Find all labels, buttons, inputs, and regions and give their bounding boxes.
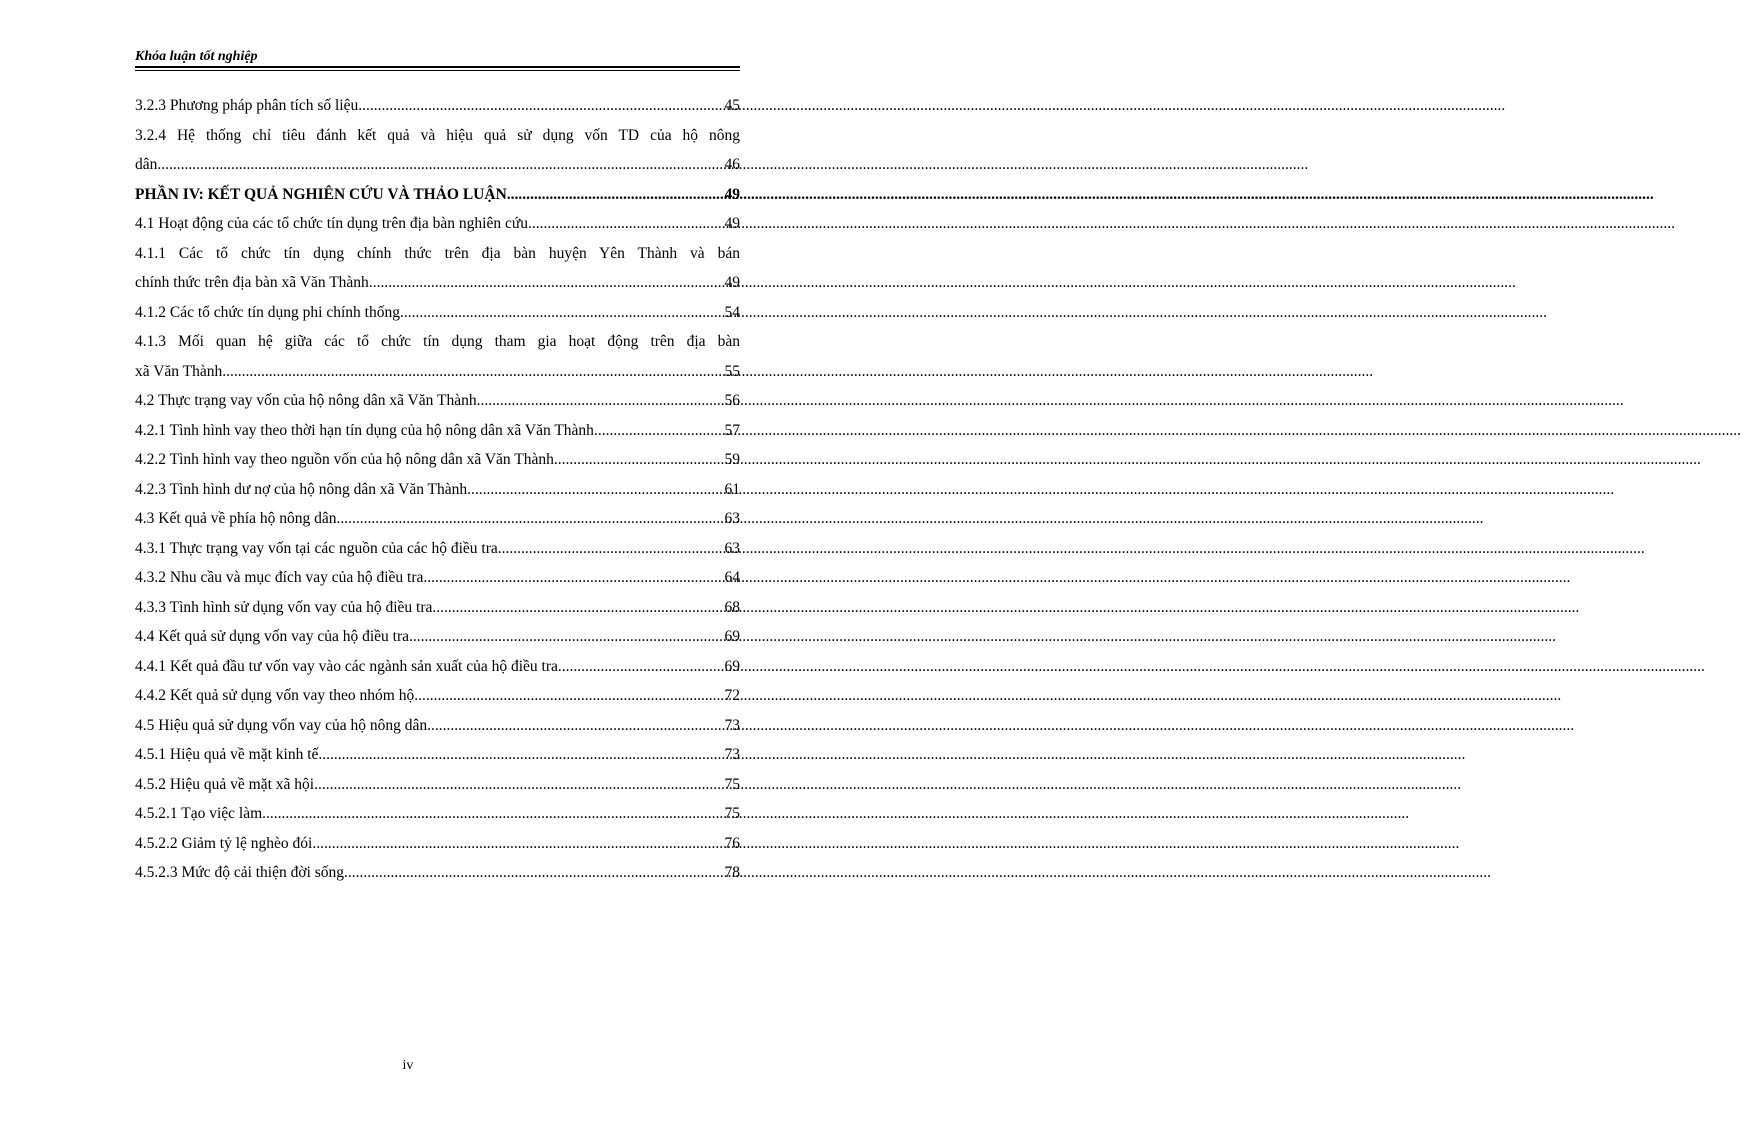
toc-entry-title: 4.3.3 Tình hình sử dụng vốn vay của hộ điều tra — [135, 598, 433, 616]
page-header — [135, 49, 740, 65]
toc-entry-first-line: 4.1.3 Mối quan hệ giữa các tổ chức tín dụng tham gia hoạt động trên địa bàn — [135, 333, 740, 350]
toc-page-number: 69 — [724, 657, 740, 675]
toc-leader-dots — [312, 829, 724, 859]
toc-entry-title: 4.3.2 Nhu cầu và mục đích vay của hộ điều tra — [135, 569, 424, 586]
toc-leader-dots — [369, 268, 725, 298]
toc-entry-line — [135, 681, 740, 711]
toc-entry-line — [135, 268, 740, 298]
toc-page-number: 78 — [724, 864, 740, 881]
toc-leader-dots — [594, 416, 725, 446]
toc-entry-line — [135, 534, 740, 564]
toc-page-number: 69 — [724, 628, 740, 645]
toc-page-number: 73 — [724, 746, 740, 763]
toc-entry[interactable] — [135, 681, 740, 711]
toc-entry-title: 4.5.1 Hiệu quả về mặt kinh tế — [135, 746, 319, 763]
toc-entry-title: 4.5 Hiệu quả sử dụng vốn vay của hộ nông dân — [135, 716, 428, 734]
toc-leader-dots — [432, 593, 724, 623]
toc-entry[interactable] — [135, 770, 740, 800]
toc-entry-line — [135, 563, 740, 593]
toc-entry-title: 4.5.2.2 Giảm tỷ lệ nghèo đói — [135, 834, 313, 852]
toc-leader-dots — [427, 711, 724, 741]
toc-entry[interactable] — [135, 740, 740, 770]
toc-page-number: 57 — [724, 421, 740, 439]
toc-entry[interactable] — [135, 327, 740, 386]
toc-entry-line — [135, 416, 740, 446]
toc-entry-title: dân. — [135, 156, 162, 173]
toc-entry-title: 4.2 Thực trạng vay vốn của hộ nông dân xã Văn Thành — [135, 392, 477, 409]
toc-entry-title: chính thức trên địa bàn xã Văn Thành — [135, 274, 369, 291]
toc-entry-line — [135, 445, 740, 475]
toc-page-number: 56 — [724, 392, 740, 409]
toc-entry[interactable] — [135, 386, 740, 416]
toc-entry[interactable] — [135, 121, 740, 180]
toc-entry-line — [135, 150, 740, 180]
toc-leader-dots — [467, 475, 724, 505]
toc-entry[interactable] — [135, 416, 740, 446]
toc-page-number: 46 — [724, 156, 740, 173]
toc-leader-dots — [336, 504, 724, 534]
toc-page-number: 76 — [724, 834, 740, 852]
toc-page-number: 63 — [724, 539, 740, 557]
toc-entry-line — [135, 357, 740, 387]
toc-entry[interactable] — [135, 504, 740, 534]
toc-entry-line — [135, 504, 740, 534]
toc-page-number: 49 — [724, 215, 740, 232]
toc-page-number: 61 — [724, 480, 740, 498]
toc-entry-title: 4.2.1 Tình hình vay theo thời hạn tín dụng của hộ nông dân xã Văn Thành — [135, 421, 594, 439]
toc-entry[interactable] — [135, 622, 740, 652]
toc-entry-title: 4.4 Kết quả sử dụng vốn vay của hộ điều tra — [135, 628, 409, 645]
toc-leader-dots — [507, 180, 725, 210]
toc-entry-line — [135, 180, 740, 210]
toc-page-number: 54 — [724, 303, 740, 321]
toc-entry-line — [135, 858, 740, 888]
toc-entry[interactable] — [135, 239, 740, 298]
toc-page-number: 59 — [724, 451, 740, 468]
toc-leader-dots — [554, 445, 725, 475]
toc-entry[interactable] — [135, 298, 740, 328]
toc-leader-dots — [528, 209, 725, 239]
header-rule-thin — [135, 70, 740, 71]
toc-leader-dots — [498, 534, 725, 564]
toc-entry-line — [135, 298, 740, 328]
toc-page-number: 55 — [724, 362, 740, 380]
toc-entry-line — [135, 475, 740, 505]
toc-leader-dots — [400, 298, 725, 328]
toc-page-number: 63 — [724, 510, 740, 527]
toc-page-number: 72 — [724, 687, 740, 704]
toc-entry-line — [135, 593, 740, 623]
toc-leader-dots — [226, 357, 724, 387]
toc-leader-dots — [358, 91, 724, 121]
toc-entry[interactable] — [135, 563, 740, 593]
toc-leader-dots — [262, 799, 724, 829]
toc-leader-dots — [344, 858, 724, 888]
header-rule-thick — [135, 66, 740, 68]
toc-entry-line — [135, 740, 740, 770]
toc-leader-dots — [314, 770, 724, 800]
toc-leader-dots — [477, 386, 725, 416]
toc-entry-line — [135, 652, 740, 682]
toc-page-number: 75 — [724, 805, 740, 822]
toc-page-number: 49 — [724, 274, 740, 291]
toc-entry[interactable] — [135, 593, 740, 623]
toc-entry-title: 4.4.1 Kết quả đầu tư vốn vay vào các ngành sản xuất của hộ điều tra — [135, 657, 558, 675]
toc-entry[interactable] — [135, 652, 740, 682]
toc-entry-title: 4.1.2 Các tổ chức tín dụng phi chính thống — [135, 303, 400, 321]
toc-entry[interactable] — [135, 858, 740, 888]
toc-entry-first-line: 3.2.4 Hệ thống chỉ tiêu đánh kết quả và hiệu quả sử dụng vốn TD của hộ nông — [135, 126, 740, 144]
toc-entry-first-line: 4.1.1 Các tổ chức tín dụng chính thức trên địa bàn huyện Yên Thành và bán — [135, 244, 740, 262]
toc-entry[interactable] — [135, 180, 740, 210]
toc-entry-title: 4.5.2.3 Mức độ cải thiện đời sống — [135, 864, 345, 881]
toc-entry[interactable] — [135, 91, 740, 121]
toc-entry-title: 4.1 Hoạt động của các tổ chức tín dụng trên địa bàn nghiên cứu — [135, 215, 528, 232]
toc-leader-dots — [318, 740, 724, 770]
toc-page-number: 75 — [724, 775, 740, 793]
toc-entry[interactable] — [135, 534, 740, 564]
toc-entry-title: PHẦN IV: KẾT QUẢ NGHIÊN CỨU VÀ THẢO LUẬN — [135, 185, 507, 203]
toc-entry[interactable] — [135, 209, 740, 239]
toc-entry-line — [135, 770, 740, 800]
toc-entry-line — [135, 91, 740, 121]
toc-entry-title: 4.5.2 Hiệu quả về mặt xã hội — [135, 775, 315, 793]
toc-entry[interactable] — [135, 711, 740, 741]
toc-entry-title: 4.4.2 Kết quả sử dụng vốn vay theo nhóm hộ — [135, 687, 415, 704]
toc-entry-title: 4.3 Kết quả về phía hộ nông dân — [135, 510, 337, 527]
toc-entry-title: 4.3.1 Thực trạng vay vốn tại các nguồn của các hộ điều tra — [135, 539, 498, 557]
toc-entry-title: 4.2.2 Tình hình vay theo nguồn vốn của hộ nông dân xã Văn Thành — [135, 451, 554, 468]
toc-entry[interactable] — [135, 475, 740, 505]
toc-entry[interactable] — [135, 829, 740, 859]
toc-entry[interactable] — [135, 799, 740, 829]
toc-page-number: 73 — [724, 716, 740, 734]
toc-entry-title: 4.2.3 Tình hình dư nợ của hộ nông dân xã Văn Thành — [135, 480, 468, 498]
toc-leader-dots — [558, 652, 725, 682]
header-title: Khóa luận tốt nghiệp — [135, 49, 258, 64]
toc-page-number: 64 — [724, 569, 740, 586]
toc-entry-line — [135, 209, 740, 239]
table-of-contents — [135, 91, 740, 888]
toc-entry-title: 4.5.2.1 Tạo việc làm — [135, 805, 263, 822]
toc-leader-dots — [161, 150, 724, 180]
toc-leader-dots — [409, 622, 725, 652]
toc-entry-line — [135, 799, 740, 829]
toc-entry-line — [135, 829, 740, 859]
toc-entry-title: xã Văn Thành. — [135, 362, 227, 380]
toc-entry-title: 3.2.3 Phương pháp phân tích số liệu — [135, 97, 359, 114]
toc-page-number: 49 — [724, 185, 740, 203]
toc-entry-line — [135, 622, 740, 652]
toc-entry-line — [135, 711, 740, 741]
toc-page-number: 68 — [724, 598, 740, 616]
toc-leader-dots — [423, 563, 724, 593]
toc-leader-dots — [414, 681, 724, 711]
toc-entry-line — [135, 386, 740, 416]
page-number: iv — [402, 1058, 414, 1073]
toc-entry[interactable] — [135, 445, 740, 475]
toc-page-number: 45 — [724, 97, 740, 114]
